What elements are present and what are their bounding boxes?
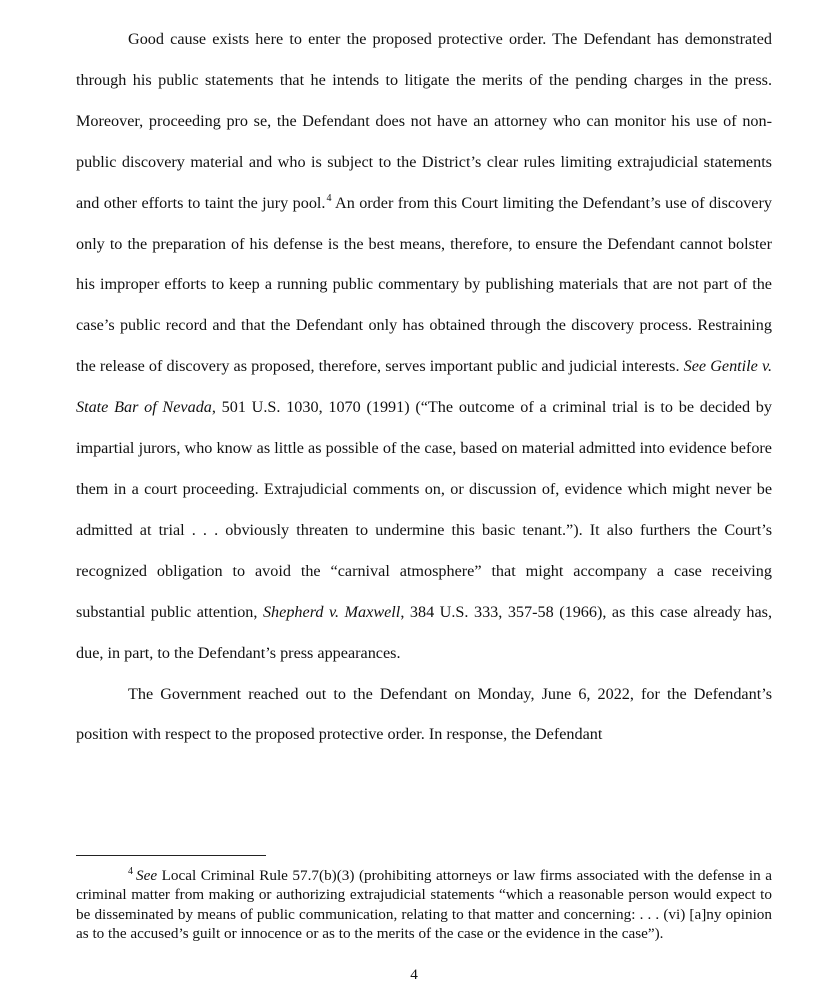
paragraph-text: Good cause exists here to enter the proposed protective order. The Defendant has demonstrated through his public statements that he intends to litigate the merits of the pending charges in the press. Moreover, proceeding pro se, the Defendant does not have an attorney who can monitor his use of non-public discovery material and who is subject to the District’s clear rules limiting extrajudicial statements and other efforts to taint the jury pool. <box>76 30 772 212</box>
footnote-reference: 4 <box>326 193 332 205</box>
footnote-number: 4 <box>128 865 133 877</box>
footnote-text: Local Criminal Rule 57.7(b)(3) (prohibiting attorneys or law firms associated with the defense in a criminal matter from making or authorizing extrajudicial statements “which a reasonable person would expect to be disseminated by means of public communication, relating to that matter and concerning: . . . (vi) [a]ny opinion as to the accused’s guilt or innocence or as to the merits of the case or the evidence in the case”). <box>76 867 772 943</box>
paragraph-text: , 501 U.S. 1030, 1070 (1991) (“The outcome of a criminal trial is to be decided by impartial jurors, who know as little as possible of the case, based on material admitted into evidence before them in a court proceeding. Extrajudicial comments on, or discussion of, evidence which might never be admitted at trial . . . obviously threaten to undermine this basic tenant.”). It also furthers the Court’s recognized obligation to avoid the “carnival atmosphere” that might accompany a case receiving substantial public attention, <box>76 398 772 621</box>
case-citation-shepherd: Shepherd v. Maxwell <box>262 602 401 621</box>
page-number: 4 <box>410 966 418 983</box>
paragraph-text: , 384 U.S. 333, 357-58 (1966), as this case already has, due, in part, to the Defendant’s press appearances. <box>76 602 772 662</box>
footnote <box>76 866 772 944</box>
footnote-see-signal: See <box>136 867 158 884</box>
paragraph-text: An order from this Court limiting the Defendant’s use of discovery only to the preparation of his defense is the best means, therefore, to ensure the Defendant cannot bolster his improper efforts to keep a running public commentary by publishing materials that are not part of the case’s public record and that the Defendant only has obtained through the discovery process. Restraining the release of discovery as proposed, therefore, serves important public and judicial interests. <box>76 193 772 376</box>
body-text <box>76 19 772 755</box>
case-citation-gentile: See Gentile v. State Bar of Nevada <box>76 357 772 417</box>
footnote-divider <box>76 855 266 856</box>
paragraph-government-outreach: The Government reached out to the Defendant on Monday, June 6, 2022, for the Defendant’s position with respect to the proposed protective order. In response, the Defendant <box>76 684 772 744</box>
paragraph-good-cause <box>76 19 772 674</box>
